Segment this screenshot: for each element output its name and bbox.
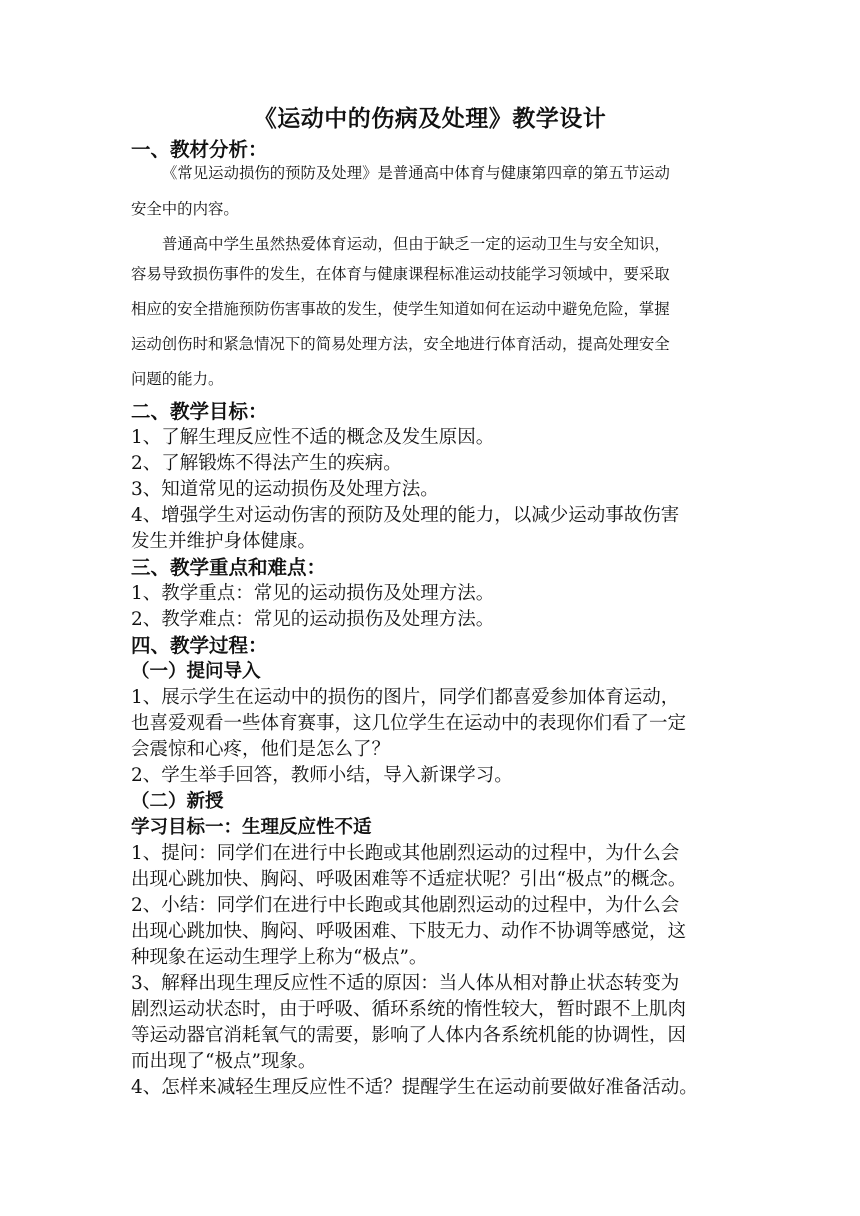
paragraph-line: 1、展示学生在运动中的损伤的图片，同学们都喜爱参加体育运动，	[131, 687, 680, 708]
paragraph-line: 会震惊和心疼，他们是怎么了？	[131, 739, 391, 760]
paragraph-line: 等运动器官消耗氧气的需要，影响了人体内各系统机能的协调性，因	[131, 1025, 687, 1046]
list-item: 2、教学难点：常见的运动损伤及处理方法。	[131, 609, 495, 630]
paragraph-line: 1、提问：同学们在进行中长跑或其他剧烈运动的过程中，为什么会	[131, 843, 680, 864]
subsection-heading: （一）提问导入	[131, 661, 261, 682]
document-title: 《运动中的伤病及处理》教学设计	[253, 105, 607, 132]
list-item: 4、增强学生对运动伤害的预防及处理的能力，以减少运动事故伤害	[131, 505, 680, 526]
paragraph-line: 种现象在运动生理学上称为“极点”。	[131, 947, 428, 968]
paragraph-line: 运动创伤时和紧急情况下的简易处理方法，安全地进行体育活动，提高处理安全	[131, 335, 670, 353]
section-heading-objectives: 二、教学目标：	[131, 400, 268, 423]
list-item: 1、教学重点：常见的运动损伤及处理方法。	[131, 583, 495, 604]
paragraph-line: 2、学生举手回答，教师小结，导入新课学习。	[131, 765, 513, 786]
list-item: 3、知道常见的运动损伤及处理方法。	[131, 479, 439, 500]
section-heading-materials: 一、教材分析：	[131, 138, 268, 161]
subsection-heading: （二）新授	[131, 791, 224, 812]
list-item: 2、了解锻炼不得法产生的疾病。	[131, 453, 402, 474]
paragraph-line: 4、怎样来减轻生理反应性不适？提醒学生在运动前要做好准备活动。	[131, 1077, 698, 1098]
paragraph-line: 出现心跳加快、胸闷、呼吸困难、下肢无力、动作不协调等感觉，这	[131, 921, 687, 942]
paragraph-line: 《常见运动损伤的预防及处理》是普通高中体育与健康第四章的第五节运动	[162, 164, 670, 182]
list-item: 1、了解生理反应性不适的概念及发生原因。	[131, 427, 495, 448]
paragraph-line: 3、解释出现生理反应性不适的原因：当人体从相对静止状态转变为	[131, 973, 680, 994]
paragraph-line: 问题的能力。	[131, 370, 224, 388]
section-heading-keypoints: 三、教学重点和难点：	[131, 556, 327, 579]
paragraph-line: 剧烈运动状态时，由于呼吸、循环系统的惰性较大，暂时跟不上肌肉	[131, 999, 687, 1020]
section-heading-process: 四、教学过程：	[131, 634, 268, 657]
paragraph-line: 相应的安全措施预防伤害事故的发生，使学生知道如何在运动中避免危险，掌握	[131, 300, 670, 318]
learning-goal-heading: 学习目标一：生理反应性不适	[131, 817, 372, 838]
paragraph-line: 而出现了“极点”现象。	[131, 1051, 317, 1072]
paragraph-line: 也喜爱观看一些体育赛事，这几位学生在运动中的表现你们看了一定	[131, 713, 687, 734]
paragraph-line: 2、小结：同学们在进行中长跑或其他剧烈运动的过程中，为什么会	[131, 895, 680, 916]
list-item-continued: 发生并维护身体健康。	[131, 531, 317, 552]
paragraph-line: 出现心跳加快、胸闷、呼吸困难等不适症状呢？引出“极点”的概念。	[131, 869, 687, 890]
paragraph-line: 安全中的内容。	[131, 200, 239, 218]
paragraph-line: 普通高中学生虽然热爱体育运动，但由于缺乏一定的运动卫生与安全知识，	[162, 235, 670, 253]
paragraph-line: 容易导致损伤事件的发生，在体育与健康课程标准运动技能学习领域中，要采取	[131, 265, 670, 283]
